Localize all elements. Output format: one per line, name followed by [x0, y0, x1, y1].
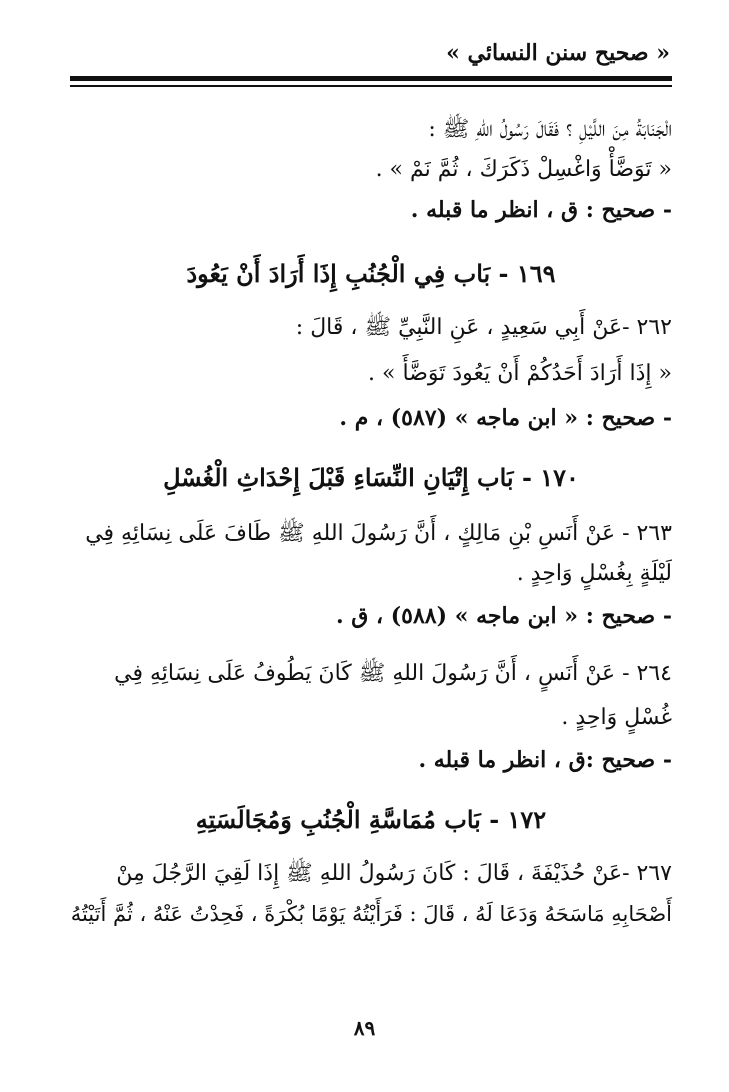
header-rule-thin: [70, 85, 672, 87]
hadith-264: ٢٦٤ - عَنْ أَنَسٍ ، أَنَّ رَسُولَ اللهِ ﷺ كَانَ يَطُوفُ عَلَى نِسَائِهِ فِي: [114, 661, 672, 686]
text-line: لَيْلَةٍ بِغُسْلٍ وَاحِدٍ .: [516, 561, 672, 586]
chapter-heading-170: ١٧٠ - بَاب إِتْيَانِ النِّسَاءِ قَبْلَ إِحْدَاثِ الْغُسْلِ: [163, 463, 579, 492]
grading-line: - صحيح : « ابن ماجه » (٥٨٨) ، ق .: [335, 603, 672, 629]
page-number: ٨٩: [353, 1016, 376, 1040]
hadith-263: ٢٦٣ - عَنْ أَنَسِ بْنِ مَالِكٍ ، أَنَّ رَسُولَ اللهِ ﷺ طَافَ عَلَى نِسَائِهِ فِي: [85, 521, 672, 546]
header-title: « صحيح سنن النسائي »: [446, 40, 670, 66]
text-line: الْجَنَابَةُ مِنَ اللَّيْلِ ؟ فَقَالَ رَسُولُ اللهِ ﷺ :: [428, 117, 672, 142]
chapter-heading-169: ١٦٩ - بَاب فِي الْجُنُبِ إِذَا أَرَادَ أَنْ يَعُودَ: [186, 259, 556, 288]
text-line: غُسْلٍ وَاحِدٍ .: [561, 705, 672, 730]
header-rule-thick: [70, 76, 672, 81]
running-header: [70, 40, 670, 90]
hadith-262: ٢٦٢ -عَنْ أَبِي سَعِيدٍ ، عَنِ النَّبِيِّ ﷺ ، قَالَ :: [295, 315, 672, 340]
grading-line: - صحيح : « ابن ماجه » (٥٨٧) ، م .: [339, 405, 672, 431]
grading-line: - صحيح : ق ، انظر ما قبله .: [410, 197, 672, 223]
hadith-quote: « إِذَا أَرَادَ أَحَدُكُمْ أَنْ يَعُودَ تَوَضَّأَ » .: [368, 361, 672, 386]
hadith-quote: « تَوَضَّأْ وَاغْسِلْ ذَكَرَكَ ، ثُمَّ نَمْ » .: [375, 157, 672, 182]
page-body: [70, 108, 672, 934]
text-line: أَصْحَابِهِ مَاسَحَهُ وَدَعَا لَهُ ، قَالَ : فَرَأَيْتُهُ يَوْمًا بُكْرَةً ، فَحِدْتُ عَنْهُ ، ثُمَّ أَتَيْتُهُ: [70, 902, 672, 926]
chapter-heading-172: ١٧٢ - بَاب مُمَاسَّةِ الْجُنُبِ وَمُجَالَسَتِهِ: [195, 805, 547, 834]
grading-line: - صحيح :ق ، انظر ما قبله .: [418, 747, 672, 773]
hadith-267: ٢٦٧ -عَنْ حُذَيْفَةَ ، قَالَ : كَانَ رَسُولُ اللهِ ﷺ إِذَا لَقِيَ الرَّجُلَ مِنْ: [116, 861, 672, 886]
